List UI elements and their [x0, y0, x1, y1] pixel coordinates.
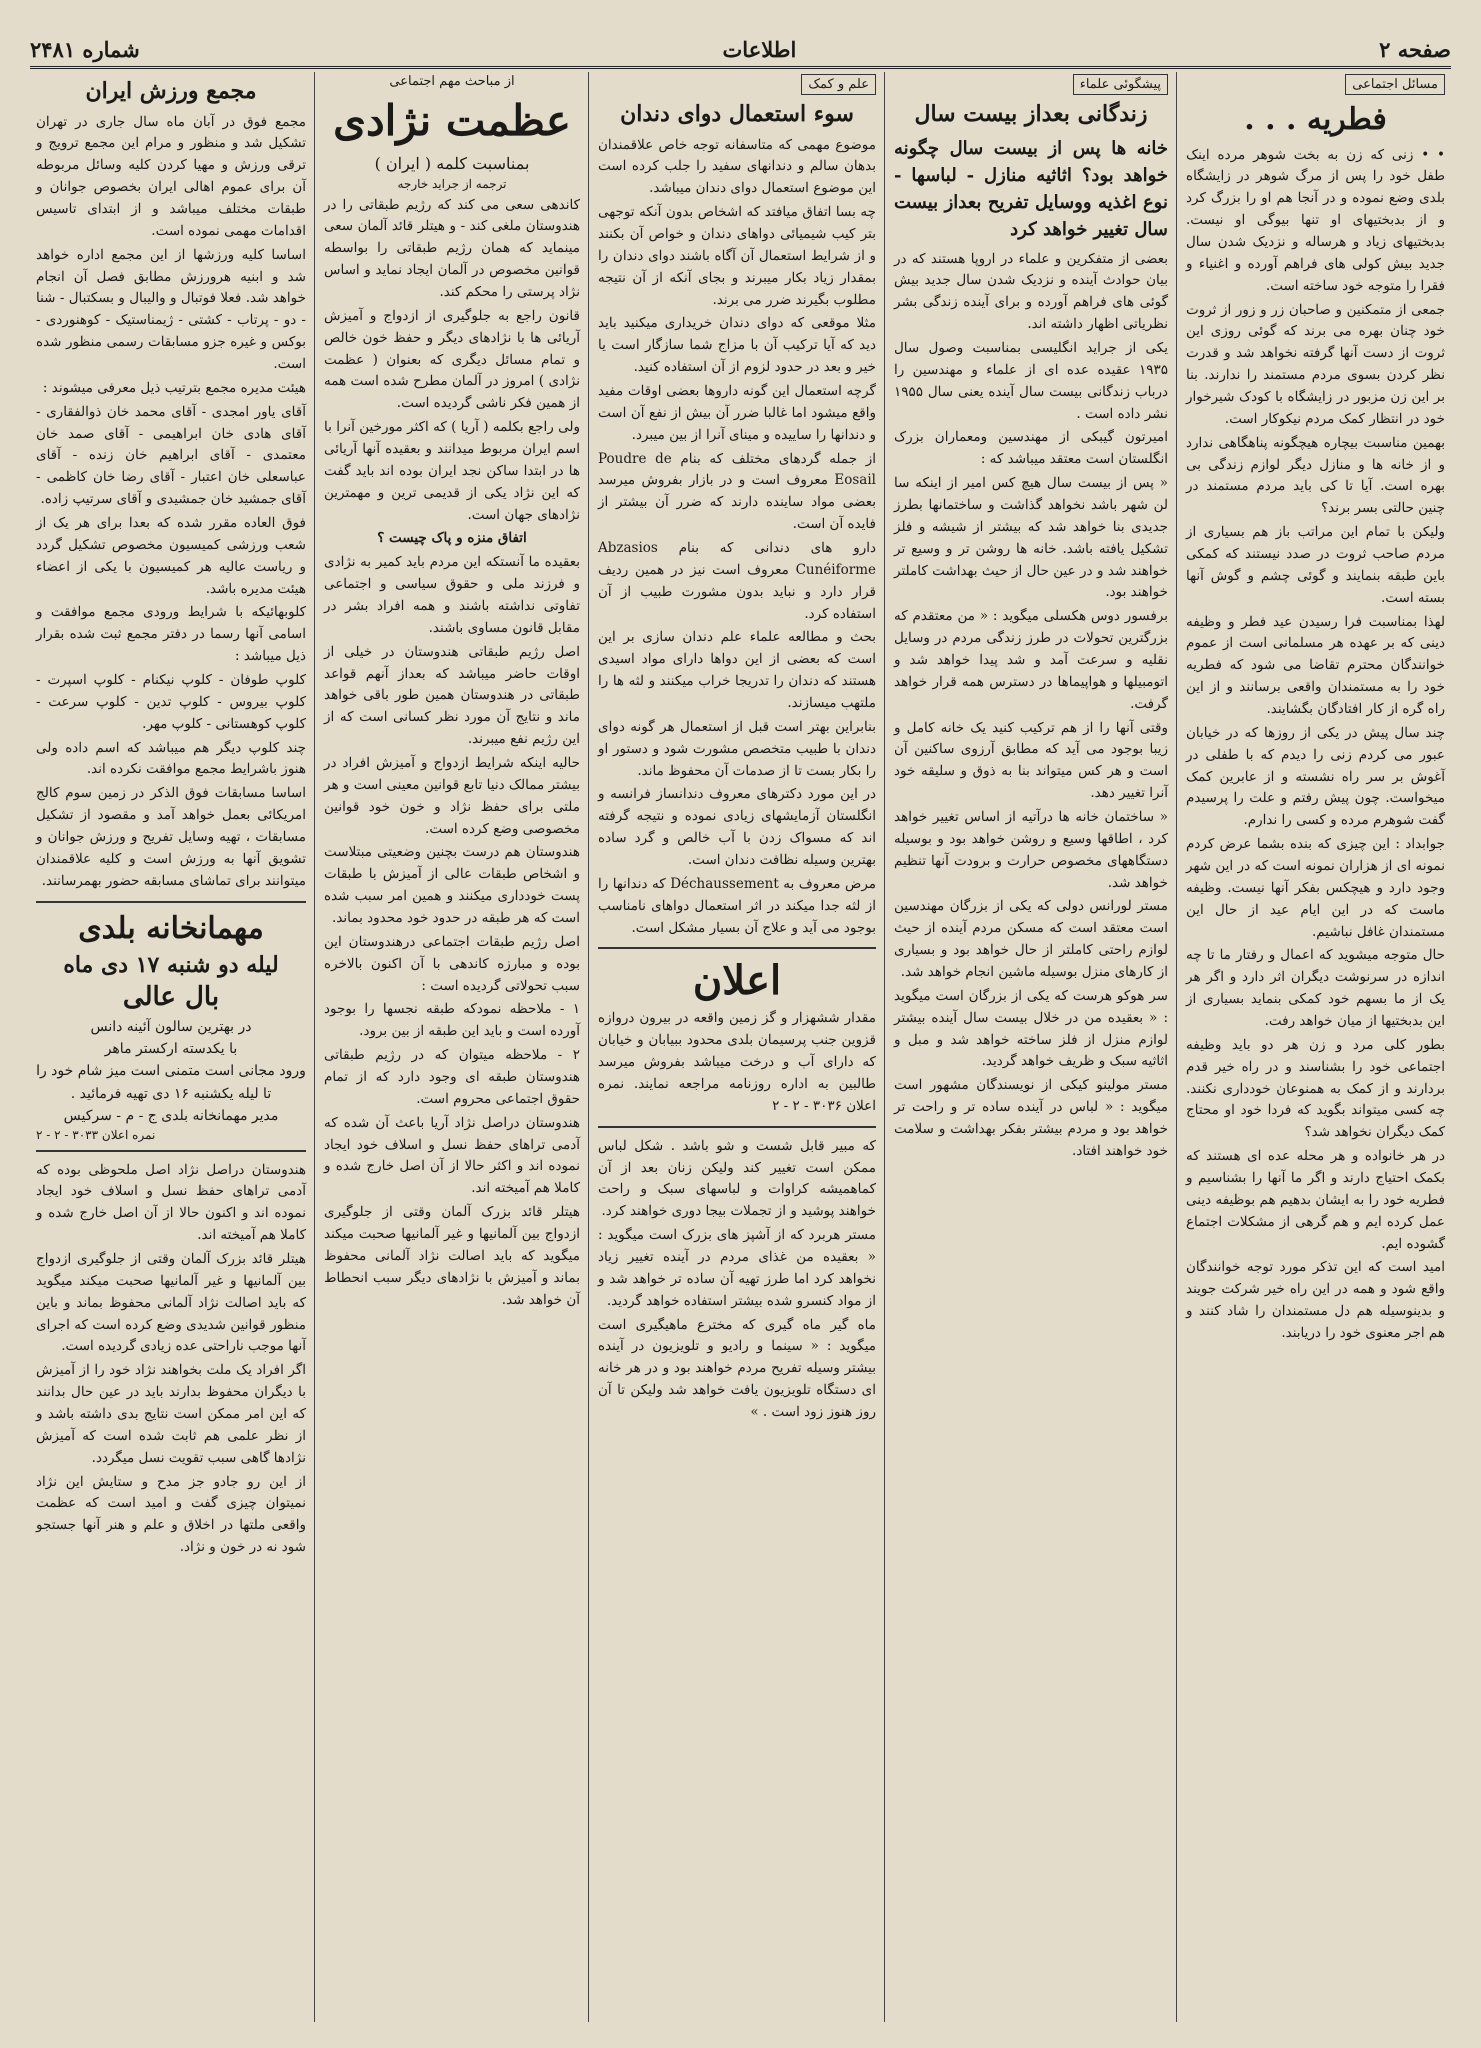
- paragraph: چند کلوپ دیگر هم میباشد که اسم داده ولی هنوز باشرایط مجمع موافقت نکرده اند.: [36, 739, 306, 778]
- column-divider: [884, 72, 885, 2022]
- paragraph: فوق العاده مقرر شده که بعدا برای هر یک از شعب ورزشی کمیسیون مخصوص تشکیل گردد و ریاست عالیه هر کمیسیون با یکی از اعضاء هیئت مدیره باشد.: [36, 514, 306, 597]
- paragraph: چند سال پیش در یکی از روزها که در خیابان عبور می کردم زنی را دیدم که با طفلی در آغوش بر سر راه نشسته و از عابرین کمک میخواست. چون پیش رفتم و علت را پرسیدم گفت شوهرم مرده و کسی را ندارم.: [1186, 724, 1445, 829]
- ad-line: با یکدسته ارکستر ماهر: [104, 1040, 238, 1057]
- section-rule: [36, 1150, 306, 1152]
- paragraph: حال متوجه میشوید که اعمال و رفتار ما تا چه اندازه در سرنوشت دیگران اثر دارد و اگر هر یک از ما بسهم خود کمکی بنماید بسیاری از این بدبختیها از میان خواهد رفت.: [1186, 947, 1445, 1030]
- paragraph: از جمله گردهای مختلف که بنام Poudre de Eosail معروف است و در بازار بفروش میرسد بعضی مواد ساینده دارند که ضرر آن بیشتر از فایده آن است.: [598, 450, 876, 533]
- article-title: سوء استعمال دوای دندان: [620, 101, 854, 127]
- paragraph: بحث و مطالعه علماء علم دندان سازی بر این است که بعضی از این دواها دارای مواد اسیدی هستند که دندان را تدریجا خراب میکنند و لثه ها را ملتهب میسازند.: [598, 629, 876, 711]
- article-title: زندگانی بعداز بیست سال: [914, 101, 1148, 127]
- paragraph: کلوبهائیکه با شرایط ورودی مجمع موافقت و اسامی آنها رسما در دفتر مجمع ثبت شده بقرار ذیل میباشد :: [36, 604, 306, 665]
- ad-line: مدیر مهمانخانه بلدی ج - م - سرکیس: [63, 1108, 279, 1125]
- paragraph: بعقیده ما آنستکه این مردم باید کمیر به نژادی و فرزند ملی و حقوق سیاسی و اجتماعی تفاوتی نداشته باشند و همه افراد بشر در مقابل قانون مساوی باشند.: [324, 554, 580, 636]
- paragraph: برفسور دوس هکسلی میگوید : « من معتقدم که بزرگترین تحولات در طرز زندگی مردم در وسایل نقلیه و سرعت آمد و شد پیدا خواهد شد و اتومبیلها و هواپیماها در دسترس همه قرار خواهد گرفت.: [894, 608, 1168, 712]
- paragraph: مثلا موقعی که دوای دندان خریداری میکنید باید دید که آیا ترکیب آن با مزاج شما سازگار است یا خیر و بعد در حدود لزوم از آن استفاده کنید.: [598, 315, 876, 376]
- column-future-life: [888, 72, 1174, 2022]
- paper-name: اطلاعات: [722, 36, 797, 62]
- paragraph: بنابراین بهتر است قبل از استعمال هر گونه دوای دندان با طبیب متخصص مشورت شود و دستور او را بکار بست تا از صدمات آن محفوظ ماند.: [598, 718, 876, 779]
- article-body: [324, 195, 580, 1312]
- paragraph: سر هوکو هرست که یکی از بزرگان است میگوید : « بعقیده من در خلال بیست سال آینده بیشتر لوازم منزل از فلز ساخته خواهد شد و مبل و اثاثیه سبک و ظریف خواهد گردید.: [894, 987, 1168, 1070]
- article-body: [36, 112, 306, 893]
- paragraph: در هر خانواده و هر محله عده ای هستند که بکمک احتیاج دارند و اگر ما آنها را بشناسیم و فطریه خود را به ایشان بدهیم هم بوظیفه دینی عمل کرده ایم و هم گرهی از مشکلات اجتماع گشوده ایم.: [1186, 1148, 1445, 1252]
- page-number: صفحه ۲: [1379, 36, 1451, 62]
- paragraph: موضوع مهمی که متاسفانه توجه خاص علاقمندان بدهان سالم و دندانهای سفید را جلب کرده است این موضوع استعمال دوای دندان میباشد.: [598, 136, 876, 197]
- paragraph: دارو های دندانی که بنام Abzasios Cunéiforme معروف است نیز در همین ردیف قرار دارد و نباید بدون مشورت طبیب از آن استفاده کرد.: [598, 539, 876, 622]
- issue-number: شماره ۲۴۸۱: [30, 36, 140, 62]
- paragraph: بهمین مناسبت بیچاره هیچگونه پناهگاهی ندارد و از خانه ها و منازل دیگر لوازم زندگی بی بهره است. آیا تا کی باید مردم مستمند در چنین حالتی بسر برند؟: [1186, 434, 1445, 517]
- section-label: پیشگوئی علماء: [1073, 74, 1168, 95]
- paragraph: اصل رژیم طبقات اجتماعی درهندوستان این بوده و مبارزه کاندهی با آن اکنون بالاخره سبب تحولاتی گردیده است :: [324, 933, 580, 994]
- article-body: [894, 249, 1168, 1163]
- column-divider: [314, 72, 315, 2022]
- paragraph: کاندهی سعی می کند که رژیم طبقاتی را در هندوستان ملغی کند - و هیتلر قائد آلمان سعی مینماید که همان رژیم طبقاتی را بواسطه قوانین مخصوص در آلمان ایجاد نماید و اساس نژاد پرستی را محکم کند.: [324, 196, 580, 300]
- masthead: [30, 34, 1451, 64]
- paragraph: هندوستان دراصل نژاد آریا باعث آن شده که آدمی تراهای حفظ نسل و اسلاف خود ایجاد نموده اند و اکثر حالا از آن اصل خارج شده و کاملا هم آمیخته اند.: [324, 1114, 580, 1197]
- section-label: از مباحث مهم اجتماعی: [389, 74, 515, 89]
- paragraph: هیئت مدیره مجمع بترتیب ذیل معرفی میشوند :: [42, 379, 306, 396]
- paragraph: قانون راجع به جلوگیری از ازدواج و آمیزش آریائی ها با نژادهای دیگر و حفظ خون خالص و تمام مسائل دیگری که بعنوان ( عظمت نژادی ) امروز در آلمان مطرح شده است همه از همین فکر ناشی گردیده است.: [324, 307, 580, 412]
- paragraph: امیرتون گیبکی از مهندسین ومعماران بزرک انگلستان است معتقد میباشد که :: [894, 429, 1168, 468]
- paragraph: یکی از جراید انگلیسی بمناسبت وصول سال ۱۹۳۵ عقیده عده ای از علماء و مهندسین را درباب زندگانی بیست سال آینده یعنی سال ۱۹۵۵ نشر داده است .: [894, 339, 1168, 422]
- hotel-advertisement: [36, 911, 306, 1142]
- column-social: [1180, 72, 1451, 2022]
- paragraph: ولی راجع بکلمه ( آریا ) که اکثر مورخین آنرا با اسم ایران مربوط میدانند و بعقیده آنها آریائی ها در ابتدا ساکن نجد ایران بوده اند باید گفت که این نژاد یکی از قدیمی ترین و مهمترین نژادهای جهان است.: [324, 419, 580, 523]
- paragraph: • • زنی که زن به بخت شوهر مرده اینک طفل خود را پس از مرگ شوهر در زایشگاه بلدی وضع نموده و در آنجا هم او را بزرگ کرد و از بدبختیهای او تنها بیوگی او نیست. بدبختیهای زیاد و هرساله و نزدیک شدن سال جدید بیش کولی های فراهم آورده و اغنیاء و فقرا را متوجه خود ساخته است.: [1186, 146, 1445, 294]
- paragraph: « ساختمان خانه ها درآتیه از اساس تغییر خواهد کرد ، اطاقها وسیع و روشن خواهد بود و بوسیله دستگاههای مخصوص حرارت و برودت آنها تنظیم خواهد شد.: [894, 808, 1168, 891]
- ad-line: ورود مجانی است متمنی است میز شام خود را تا لیله یکشنبه ۱۶ دی تهیه فرمائید .: [36, 1063, 306, 1102]
- paragraph: وقتی آنها را از هم ترکیب کنید یک خانه کامل و زیبا بوجود می آید که مطابق آرزوی ساکنین آن است و هر کس میتواند بنا به ذوق و سلیقه خود آنرا تغییر دهد.: [894, 719, 1168, 802]
- paragraph: جوابداد : این چیزی که بنده بشما عرض کردم نمونه ای از هزاران نمونه است که در این شهر وجود دارد و هیچکس بفکر آنها نیست. وظیفه ماست که در این ایام عید از حال این مستمندان غافل نباشیم.: [1186, 836, 1445, 940]
- paragraph: هندوستان هم درست بچنین وضعیتی مبتلاست و اشخاص طبقات عالی از آمیزش با طبقات پست خودداری میکنند و همین امر سبب شده است که هر طبقه در حدود خود محدود بماند.: [324, 844, 580, 926]
- article-body: [598, 135, 876, 940]
- section-label: مسائل اجتماعی: [1345, 74, 1445, 95]
- paragraph: اساسا مسابقات فوق الذکر در زمین سوم کالج امریکائی بعمل خواهد آمد و مقصود از تشکیل مسابقات ، تهیه وسایل تفریح و ورزش جوانان و تشویق آنها به ورزش است و کلیه علاقمندان میتوانند برای تماشای مسابقه حضور بهمرسانند.: [36, 785, 306, 889]
- paragraph: اتفاق منزه و پاک چیست ؟: [377, 530, 527, 547]
- column-divider: [1176, 72, 1177, 2022]
- paragraph: اصل رژیم طبقاتی هندوستان در خیلی از اوقات حاضر میباشد که بعداز آنهم قواعد طبقاتی در هندوستان همین طور باقی خواهد ماند و نتایج آن مورد نظر کسانی است که از این رژیم نفع میبرند.: [324, 643, 580, 748]
- paragraph: مرض معروف به Déchaussement که دندانها را از لثه جدا میکند در اثر استعمال دواهای نامناسب بوجود می آید و علاج آن بسیار مشکل است.: [598, 875, 877, 936]
- paragraph: در این مورد دکترهای معروف دندانساز فرانسه و انگلستان آزمایشهای زیادی نموده و نتیجه گرفته اند که مسواک زدن با آب خالص و گرد ساده بهترین وسیله نظافت دندان است.: [598, 786, 876, 868]
- masthead-rule: [30, 66, 1451, 69]
- ad-reference: نمره اعلان ۳۰۳۳ - ۲ - ۲: [36, 1127, 156, 1142]
- paragraph: مجمع فوق در آبان ماه سال جاری در تهران تشکیل شد و منظور و مرام این مجمع ترویج و ترقی ورزش و مهیا کردن کلیه وسائل مربوطه آن برای عموم اهالی ایران بخصوص جوانان و طبقات مختلف میباشد و از ابتدای تاسیس اقدامات مهمی نموده است.: [36, 113, 306, 239]
- paragraph: هندوستان دراصل نژاد اصل ملحوظی بوده که آدمی تراهای حفظ نسل و اسلاف خود ایجاد نموده اند و اکنون حالا از آن اصل خارج شده و کاملا هم آمیخته اند.: [36, 1161, 306, 1244]
- paragraph: مستر لورانس دولی که یکی از بزرگان مهندسین است معتقد است که مسکن مردم آینده از حیث لوازم راحتی کاملتر از حال خواهد بود و بسیاری از کارهای منزل بوسیله ماشین انجام خواهد شد.: [894, 898, 1168, 980]
- paragraph: مستر هربرد که از آشپز های بزرک است میگوید : « بعقیده من غذای مردم در آینده تغییر زیاد نخواهد کرد اما طرز تهیه آن ساده تر خواهد شد و از مواد کنسرو شده بیشتر استفاده خواهد گردید.: [598, 1227, 876, 1309]
- column-race: [318, 72, 586, 2022]
- paragraph: چه بسا اتفاق میافتد که اشخاص بدون آنکه توجهی بتر کیب شیمیائی دواهای دندان و خواص آن بکنند و از شرایط استعمال آن آگاه باشند دوای دندان را بمقدار زیاد بکار میبرند و بجای آنکه از آن نتیجه مطلوب بگیرند ضرر می برند.: [598, 204, 876, 308]
- article-lead: خانه ها پس از بیست سال چگونه خواهد بود؟ اثاثیه منازل - لباسها - نوع اغذیه ووسایل تفریح بعداز بیست سال تغییر خواهد کرد: [894, 137, 1168, 240]
- section-label: علم و کمک: [801, 74, 876, 95]
- paragraph: ۲ - ملاحظه میتوان که در رژیم طبقاتی هندوستان طبقه ای وجود دارد که از تمام حقوق اجتماعی محروم است.: [324, 1047, 580, 1107]
- notice-title: اعلان: [692, 957, 782, 1005]
- paragraph: امید است که این تذکر مورد توجه خوانندگان واقع شود و همه در این راه خیر شرکت جویند و بدینوسیله هم دل مستمندان را شاد کنند و هم اجر معنوی خود را دریابند.: [1186, 1259, 1445, 1342]
- article-body: [1186, 145, 1445, 1345]
- paragraph: که مبیر قابل شست و شو باشد . شکل لباس ممکن است تغییر کند ولیکن زنان بعد از آن کماهمیشه کراوات و لباسهای سبک و راحت خواهند پوشید و از تجملات بیجا دوری خواهند کرد.: [598, 1137, 876, 1220]
- ad-date: لیله دو شنبه ۱۷ دی ماه: [63, 951, 279, 978]
- paragraph: هیتلر قائد بزرک آلمان وقتی از جلوگیری ازدواج بین آلمانیها و غیر آلمانیها صحبت میکند میگوید که باید اصالت نژاد آلمانی محفوظ بماند و باین منظور قوانین شدیدی وضع کرده است که اجرای آنها موجب ناراحتی عده زیادی گردیده است.: [36, 1250, 306, 1355]
- paragraph: آقای یاور امجدی - آقای محمد خان ذوالفقاری - آقای هادی خان ابراهیمی - آقای صمد خان معتمدی - آقای ابراهیم خان زنده - آقای عباسعلی خان اعتبار - آقای رضا خان کاظمی - آقای جمشید خان جمشیدی و آقای سرتیپ زاده.: [36, 403, 306, 508]
- paragraph: لهذا بمناسبت فرا رسیدن عید فطر و وظیفه دینی که بر عهده هر مسلمانی است از عموم خوانندگان محترم تقاضا می شود که فطریه خود را به مستمندان واقعی برسانند و از این راه گره از کار افتادگان بگشایند.: [1186, 613, 1445, 717]
- paragraph: گرچه استعمال این گونه داروها بعضی اوقات مفید واقع میشود اما غالبا ضرر آن بیش از نفع آن است و دندانها را ساییده و مینای آنرا از بین میبرد.: [598, 382, 876, 443]
- paragraph: کلوپ طوفان - کلوپ نیکنام - کلوپ اسپرت - کلوپ بیروس - کلوپ تدین - کلوپ سرعت - کلوپ کوهستانی - کلوپ مهر.: [36, 671, 306, 732]
- notice-body: مقدار ششهزار و گز زمین واقعه در بیرون دروازه قزوین جنب پرسیمان بلدی محدود ببیابان و خیابان که دارای آب و درخت میباشد بفروش میرسد طالبین به اداره روزنامه مراجعه نمایند. نمره اعلان ۳۰۳۶ - ۲ - ۲: [598, 1010, 876, 1114]
- section-rule: [598, 1126, 876, 1128]
- paragraph: ولیکن با تمام این مراتب باز هم بسیاری از مردم صاحب ثروت در صدد نیستند که کمکی باین طبقه بنمایند و گوئی چشم و گوش آنها بسته است.: [1186, 524, 1445, 606]
- paragraph: هیتلر قائد بزرک آلمان وقتی از جلوگیری ازدواج بین آلمانیها و غیر آلمانیها صحبت میکند میگوید که باید اصالت نژاد آلمانی محفوظ بماند و آمیزش با نژادهای دیگر سبب انحطاط آن خواهد شد.: [324, 1204, 580, 1308]
- column-toothpaste: [592, 72, 882, 2022]
- section-rule: [598, 947, 876, 949]
- paragraph: ماه گیر ماه گیری که مخترع ماهیگیری است میگوید : « سینما و رادیو و تلویزیون در آینده بیشتر وسیله تفریح مردم خواهند بود و در هر خانه ای دستگاه تلویزیون یافت خواهد شد ولیکن تا آن روز هنوز زود است . »: [598, 1316, 876, 1421]
- paragraph: حالیه اینکه شرایط ازدواج و آمیزش افراد در بیشتر ممالک دنیا تابع قوانین معینی است و هر ملتی برای حفظ نژاد و خون خود قوانین مخصوصی وضع کرده است.: [324, 754, 580, 837]
- article-title: عظمت نژادی: [333, 96, 571, 145]
- ad-event: بال عالی: [122, 981, 220, 1012]
- ad-title: مهمانخانه بلدی: [78, 910, 264, 946]
- article-title: فطریه . . .: [1244, 102, 1387, 137]
- ad-line: در بهترین سالون آئینه دانس: [90, 1018, 252, 1035]
- article-title: مجمع ورزش ایران: [85, 78, 257, 104]
- column-sports: [30, 72, 312, 2022]
- paragraph: بطور کلی مرد و زن هر دو باید وظیفه اجتماعی خود را بشناسند و در راه خیر قدم بردارند و از کمک به همنوعان خودداری نکنند. چه کسی میتواند بگوید که فردا خود او محتاج کمک دیگران نخواهد شد؟: [1186, 1036, 1445, 1141]
- paragraph: اساسا کلیه ورزشها از این مجمع اداره خواهد شد و ابنیه هرورزش مطابق فصل آن انجام خواهد شد. فعلا فوتبال و والیبال و بسکتبال - شنا - دو - پرتاب - کشتی - ژیمناستیک - کوهنوردی - بوکس و غیره جزو مسابقات رسمی منظور شده است.: [36, 246, 306, 372]
- paragraph: از این رو جادو جز مدح و ستایش این نژاد نمیتوان چیزی گفت و امید است که عظمت واقعی ملتها در اخلاق و علم و هنر آنها جستجو شود نه در خون و نژاد.: [36, 1473, 306, 1556]
- paragraph: « پس از بیست سال هیچ کس امیر از اینکه سا لن شهر باشد نخواهد گذاشت و ساختمانها بطرز جدیدی بنا خواهد شد که بیشتر از شیشه و فلز تشکیل یافته باشد. خانه ها روشن تر و وسیع تر خواهند شد و در عین حال از حیث بهداشت کاملتر خواهند بود.: [894, 475, 1168, 601]
- paragraph: ۱ - ملاحظه نمودکه طبقه نجسها را بوجود آورده است و باید این طبقه از بین برود.: [324, 1001, 580, 1040]
- article-subtitle: بمناسبت کلمه ( ایران ): [374, 153, 530, 173]
- paragraph: اگر افراد یک ملت بخواهند نژاد خود را از آمیزش با دیگران محفوظ بدارند باید در عین حال بدانند که این امر ممکن است نتایج بدی داشته باشد و از نظر علمی هم ثابت شده است که آمیزش نژادها گاهی سبب تقویت نسل میگردد.: [36, 1362, 306, 1466]
- article-source: ترجمه از جراید خارجه: [397, 176, 507, 191]
- column-divider: [588, 72, 589, 2022]
- section-rule: [36, 901, 306, 903]
- paragraph: مستر مولینو کیکی از نویسندگان مشهور است میگوید : « لباس در آینده ساده تر و راحت تر خواهد بود و مردم بیشتر بفکر بهداشت و سلامت خود خواهند افتاد.: [894, 1077, 1168, 1159]
- article-continuation: [36, 1160, 306, 1559]
- article-continuation: [598, 1136, 876, 1424]
- paragraph: بعضی از متفکرین و علماء در اروپا هستند که در بیان حوادث آینده و نزدیک شدن سال جدید بیش گوئی های فراهم آورده و برای آینده زندگی بشر نظریاتی اظهار داشته اند.: [894, 250, 1168, 333]
- paragraph: جمعی از متمکنین و صاحبان زر و زور از ثروت خود چنان بهره می برند که گوئی روزی این ثروت از دست آنها گرفته نخواهد شد و قدرت نظر کردن بسوی مردم مستمند را ندارند. بنا بر این زن مزبور در زایشگاه با کودک شیرخوار خود در انتظار کمک مردم نیکوکار است.: [1186, 301, 1445, 427]
